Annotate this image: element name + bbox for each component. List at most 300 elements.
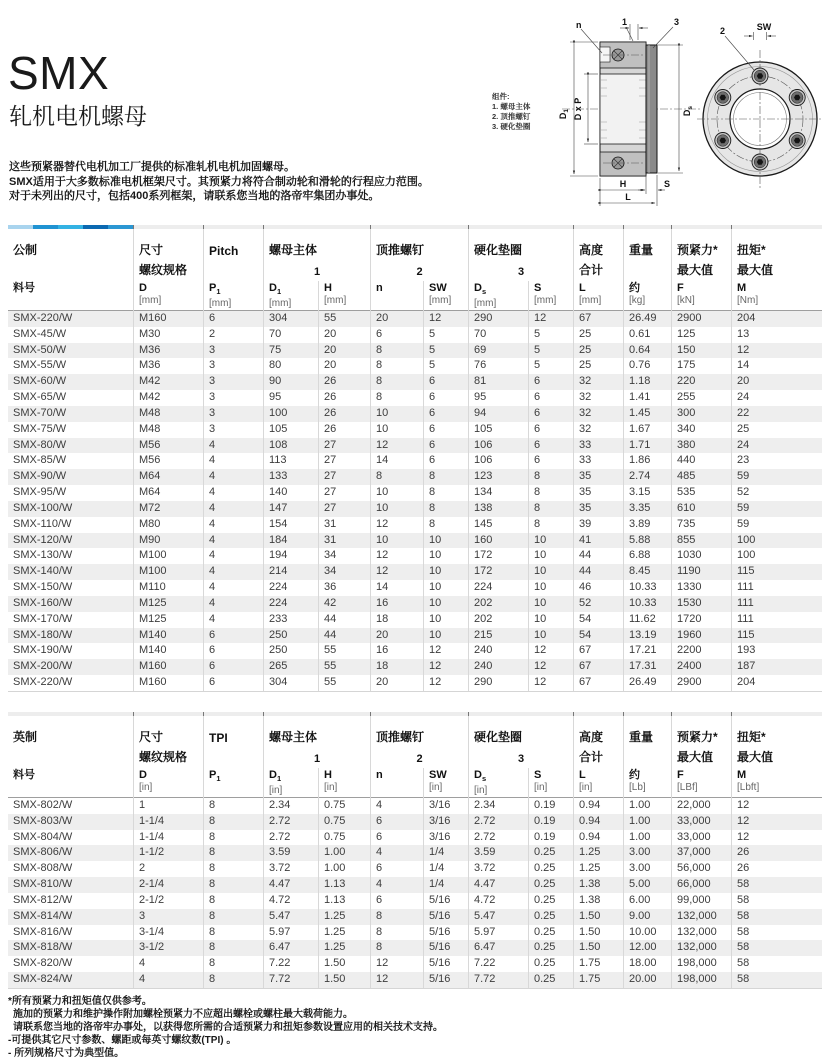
header-sub-cell: 最大值 xyxy=(731,261,822,281)
table-cell: 8 xyxy=(203,877,263,893)
table-cell: 25 xyxy=(573,358,623,374)
table-cell: 132,000 xyxy=(671,940,731,956)
table-cell: 172 xyxy=(468,548,528,564)
table-row xyxy=(8,469,822,485)
table-cell: 2200 xyxy=(671,643,731,659)
part-number-cell: SMX-140/W xyxy=(13,565,73,578)
table-cell: 7.72 xyxy=(263,972,318,988)
table-cell: 214 xyxy=(263,564,318,580)
table-cell: 3.00 xyxy=(623,845,671,861)
header-group-cell: 扭矩* xyxy=(731,716,822,748)
column-tick xyxy=(370,712,371,716)
table-cell: 10 xyxy=(423,564,468,580)
table-cell: 3.59 xyxy=(263,845,318,861)
table-cell: 2.74 xyxy=(623,469,671,485)
part-number-cell: SMX-814/W xyxy=(13,909,73,922)
table-cell: 1-1/2 xyxy=(133,845,203,861)
table-cell: 59 xyxy=(731,517,822,533)
page-title: SMX xyxy=(8,47,110,99)
table-header xyxy=(8,716,822,798)
table-cell: 14 xyxy=(731,358,822,374)
table-cell: 56,000 xyxy=(671,861,731,877)
header-symbol-cell xyxy=(468,768,528,799)
part-number-cell: SMX-190/W xyxy=(13,644,73,657)
header-sub-cell: 2 xyxy=(370,748,468,768)
table-cell: 5.00 xyxy=(623,877,671,893)
table-cell: 12 xyxy=(370,517,423,533)
table-cell: 250 xyxy=(263,643,318,659)
table-row xyxy=(8,548,822,564)
table-body xyxy=(8,311,822,692)
column-tick xyxy=(133,712,134,716)
header-symbol-cell xyxy=(203,768,263,799)
column-symbol: F xyxy=(677,769,684,781)
column-symbol: M xyxy=(737,282,747,294)
header-symbol-cell xyxy=(133,281,203,312)
table-cell: 55 xyxy=(318,675,370,691)
part-number-cell: SMX-802/W xyxy=(13,799,73,811)
part-number-cell: SMX-120/W xyxy=(13,533,73,546)
table-cell: 32 xyxy=(573,374,623,390)
metric-table xyxy=(8,225,822,692)
table-cell: 3.15 xyxy=(623,485,671,501)
table-cell: 198,000 xyxy=(671,972,731,988)
header-symbol-cell xyxy=(203,281,263,312)
table-row xyxy=(8,675,822,691)
column-unit: [mm] xyxy=(324,295,347,306)
table-cell: 224 xyxy=(263,580,318,596)
table-cell: 8 xyxy=(203,972,263,988)
table-cell: 1.86 xyxy=(623,453,671,469)
table-cell: 2400 xyxy=(671,659,731,675)
table-cell: 3 xyxy=(203,390,263,406)
header-sub-cell: 最大值 xyxy=(731,748,822,768)
table-cell: 10 xyxy=(423,548,468,564)
column-tick xyxy=(468,225,469,229)
table-cell: 6 xyxy=(370,327,423,343)
table-cell: 0.94 xyxy=(573,798,623,814)
table-cell: 6 xyxy=(203,643,263,659)
label-n: n xyxy=(576,20,582,30)
label-washer: 3 xyxy=(674,17,680,27)
column-symbol: 约 xyxy=(629,769,640,781)
column-unit: [kN] xyxy=(677,295,695,306)
table-cell: M160 xyxy=(133,675,203,691)
table-cell: 1.00 xyxy=(318,861,370,877)
table-cell: 1.50 xyxy=(318,972,370,988)
table-cell: 6 xyxy=(423,453,468,469)
table-cell: 12 xyxy=(370,956,423,972)
table-row xyxy=(8,343,822,359)
table-cell: 2.34 xyxy=(468,798,528,814)
table-cell: M140 xyxy=(133,643,203,659)
table-cell: M160 xyxy=(133,311,203,327)
table-cell: 0.19 xyxy=(528,830,573,846)
table-cell: 4 xyxy=(133,956,203,972)
table-cell: 54 xyxy=(573,612,623,628)
column-unit: [in] xyxy=(324,782,338,793)
column-unit: [in] xyxy=(474,785,488,797)
table-body xyxy=(8,798,822,989)
table-cell: 160 xyxy=(468,533,528,549)
table-cell: 10 xyxy=(528,564,573,580)
table-cell: 66,000 xyxy=(671,877,731,893)
header-symbol-cell xyxy=(133,768,203,799)
column-unit: [Nm] xyxy=(737,295,759,306)
table-cell: 134 xyxy=(468,485,528,501)
table-cell: 172 xyxy=(468,564,528,580)
table-cell: 290 xyxy=(468,311,528,327)
table-cell: 10 xyxy=(528,533,573,549)
table-row xyxy=(8,830,822,846)
table-cell: 154 xyxy=(263,517,318,533)
part-number-cell: SMX-110/W xyxy=(13,517,72,530)
table-cell: 1.00 xyxy=(318,845,370,861)
table-cell: 55 xyxy=(318,311,370,327)
part-number-cell: SMX-65/W xyxy=(13,391,67,404)
column-symbol: n xyxy=(376,769,383,781)
table-cell: 1.25 xyxy=(318,909,370,925)
table-row xyxy=(8,814,822,830)
table-cell: 6 xyxy=(203,675,263,691)
table-cell: 204 xyxy=(731,675,822,691)
table-cell: 3 xyxy=(203,343,263,359)
table-cell: 1.18 xyxy=(623,374,671,390)
table-cell: 3 xyxy=(203,374,263,390)
table-cell: 220 xyxy=(671,374,731,390)
part-number-cell: SMX-90/W xyxy=(13,470,67,483)
column-symbol: $D_1$ xyxy=(269,769,282,784)
table-cell: 32 xyxy=(573,406,623,422)
table-cell: 67 xyxy=(573,675,623,691)
table-cell: M48 xyxy=(133,422,203,438)
table-cell: 13.19 xyxy=(623,628,671,644)
header-symbol-cell xyxy=(370,768,423,799)
table-cell: 224 xyxy=(468,580,528,596)
table-cell: 10 xyxy=(528,548,573,564)
part-number-cell: SMX-150/W xyxy=(13,581,73,594)
table-cell: 140 xyxy=(263,485,318,501)
table-cell: 3/16 xyxy=(423,814,468,830)
column-symbol: L xyxy=(579,282,586,294)
part-number-cell: SMX-60/W xyxy=(13,375,67,388)
table-cell: 113 xyxy=(263,453,318,469)
table-cell: 4 xyxy=(203,453,263,469)
table-row xyxy=(8,533,822,549)
table-cell: 8 xyxy=(203,798,263,814)
table-cell: 8 xyxy=(203,956,263,972)
table-cell: 24 xyxy=(731,390,822,406)
header-symbol-cell xyxy=(263,281,318,312)
jack-screw xyxy=(752,68,768,84)
table-cell: 20 xyxy=(318,358,370,374)
table-cell: 3.00 xyxy=(623,861,671,877)
header-sub-cell: 合计 xyxy=(573,261,623,281)
header-group-cell: 尺寸 xyxy=(133,716,203,748)
table-cell: 1.50 xyxy=(573,909,623,925)
table-cell: 380 xyxy=(671,438,731,454)
table-cell: 12 xyxy=(528,675,573,691)
table-cell: 26 xyxy=(318,374,370,390)
column-unit: [in] xyxy=(429,782,443,793)
part-number-cell: SMX-85/W xyxy=(13,454,67,467)
table-row xyxy=(8,909,822,925)
table-cell: 32 xyxy=(573,422,623,438)
table-cell: 138 xyxy=(468,501,528,517)
column-unit: [in] xyxy=(269,785,283,797)
legend-item: 2. 顶推螺钉 xyxy=(492,112,531,121)
table-cell: 27 xyxy=(318,501,370,517)
header-symbol-cell xyxy=(370,281,423,312)
column-symbol: SW xyxy=(429,769,447,781)
column-symbol: 料号 xyxy=(13,282,35,294)
header-symbol-cell xyxy=(528,768,573,799)
table-cell: 0.94 xyxy=(573,814,623,830)
jack-screw xyxy=(715,133,731,149)
table-row xyxy=(8,643,822,659)
table-cell: 187 xyxy=(731,659,822,675)
table-cell: 4 xyxy=(203,517,263,533)
table-cell: 340 xyxy=(671,422,731,438)
table-cell: 10.00 xyxy=(623,925,671,941)
header-row-sub xyxy=(8,261,822,281)
header-sub-cell: 3 xyxy=(468,261,573,281)
washer xyxy=(646,45,657,173)
table-cell: 3-1/2 xyxy=(133,940,203,956)
column-symbol: S xyxy=(534,769,542,781)
table-row xyxy=(8,374,822,390)
table-cell: 6 xyxy=(203,628,263,644)
table-cell: 175 xyxy=(671,358,731,374)
table-cell: 1.67 xyxy=(623,422,671,438)
column-symbol: D xyxy=(139,769,147,781)
table-cell: 105 xyxy=(468,422,528,438)
table-cell: 58 xyxy=(731,925,822,941)
header-symbol-cell xyxy=(423,281,468,312)
footnote-line: *所有预紧力和扭矩值仅供参考。 xyxy=(8,996,152,1007)
table-cell: 1.38 xyxy=(573,893,623,909)
table-cell: 27 xyxy=(318,485,370,501)
table-cell: 8 xyxy=(423,517,468,533)
table-cell: 12.00 xyxy=(623,940,671,956)
table-cell: 58 xyxy=(731,940,822,956)
table-cell: 290 xyxy=(468,675,528,691)
header-symbol-cell xyxy=(263,768,318,799)
header-group-cell: 重量 xyxy=(623,716,671,748)
jack-screw xyxy=(789,90,805,106)
table-cell: 76 xyxy=(468,358,528,374)
part-number-cell: SMX-100/W xyxy=(13,501,73,514)
table-cell: 8 xyxy=(370,390,423,406)
column-symbol: $P_1$ xyxy=(209,769,221,784)
table-cell: 4.47 xyxy=(263,877,318,893)
table-cell: 100 xyxy=(731,548,822,564)
table-cell: 1720 xyxy=(671,612,731,628)
table-cell: 54 xyxy=(573,628,623,644)
table-cell: 3.35 xyxy=(623,501,671,517)
table-cell: 2.34 xyxy=(263,798,318,814)
column-unit: [in] xyxy=(579,782,593,793)
table-cell: 106 xyxy=(468,438,528,454)
table-cell: 42 xyxy=(318,596,370,612)
table-cell: 20 xyxy=(318,343,370,359)
table-cell: 304 xyxy=(263,311,318,327)
part-number-cell: SMX-95/W xyxy=(13,486,67,499)
table-cell: 115 xyxy=(731,564,822,580)
table-cell: 1.75 xyxy=(573,956,623,972)
header-group-cell: 硬化垫圈 xyxy=(468,229,573,261)
header-sub-cell: 1 xyxy=(263,261,370,281)
table-cell: M64 xyxy=(133,469,203,485)
part-number-cell: SMX-50/W xyxy=(13,343,67,356)
table-cell: 8 xyxy=(370,909,423,925)
part-number-cell: SMX-70/W xyxy=(13,406,67,419)
column-unit: [mm] xyxy=(209,298,232,310)
table-row xyxy=(8,798,822,814)
table-cell: 3 xyxy=(203,358,263,374)
header-sub-cell xyxy=(203,261,263,281)
table-cell: 12 xyxy=(370,438,423,454)
table-cell: 8 xyxy=(370,940,423,956)
jack-screw xyxy=(715,90,731,106)
table-cell: 4 xyxy=(370,798,423,814)
header-sub-cell: 最大值 xyxy=(671,261,731,281)
column-unit: [mm] xyxy=(579,295,602,306)
table-cell: 8 xyxy=(203,845,263,861)
table-cell: 24 xyxy=(731,438,822,454)
table-cell: 8 xyxy=(370,925,423,941)
table-cell: M160 xyxy=(133,659,203,675)
table-cell: 1.13 xyxy=(318,877,370,893)
table-cell: 70 xyxy=(468,327,528,343)
table-row xyxy=(8,612,822,628)
header-sub-cell: 最大值 xyxy=(671,748,731,768)
table-cell: 26 xyxy=(318,406,370,422)
table-cell: 16 xyxy=(370,643,423,659)
dim-h-label: H xyxy=(619,179,627,189)
table-cell: 10 xyxy=(370,406,423,422)
header-group-cell: 硬化垫圈 xyxy=(468,716,573,748)
header-group-cell: 顶推螺钉 xyxy=(370,716,468,748)
table-cell: 67 xyxy=(573,659,623,675)
table-cell: 20 xyxy=(318,327,370,343)
table-cell: 4.47 xyxy=(468,877,528,893)
part-number-cell: SMX-75/W xyxy=(13,422,67,435)
accent-segment xyxy=(108,225,133,229)
column-tick xyxy=(370,225,371,229)
table-cell: 2.72 xyxy=(468,830,528,846)
table-cell: 3 xyxy=(203,406,263,422)
table-cell: 12 xyxy=(731,814,822,830)
column-unit: [mm] xyxy=(534,295,557,306)
table-cell: 8 xyxy=(423,485,468,501)
table-cell: 27 xyxy=(318,469,370,485)
table-cell: 34 xyxy=(318,548,370,564)
header-sub-cell: 1 xyxy=(263,748,370,768)
table-cell: M42 xyxy=(133,390,203,406)
header-sub-cell xyxy=(203,748,263,768)
table-cell: 52 xyxy=(573,596,623,612)
part-number-cell: SMX-200/W xyxy=(13,660,73,673)
pitch-label: Pitch xyxy=(203,229,263,261)
table-cell: 204 xyxy=(731,311,822,327)
part-number-cell: SMX-803/W xyxy=(13,814,73,827)
table-cell: 240 xyxy=(468,643,528,659)
table-cell: 2900 xyxy=(671,675,731,691)
table-cell: 6 xyxy=(423,438,468,454)
table-cell: M72 xyxy=(133,501,203,517)
page-subtitle: 轧机电机螺母 xyxy=(9,103,147,129)
table-row xyxy=(8,406,822,422)
header-symbol-cell xyxy=(528,281,573,312)
table-cell: 735 xyxy=(671,517,731,533)
table-cell: 133 xyxy=(263,469,318,485)
table-cell: 3.59 xyxy=(468,845,528,861)
header-row-symbols xyxy=(8,768,822,797)
part-number-cell: SMX-810/W xyxy=(13,878,73,891)
column-symbol: M xyxy=(737,769,747,781)
part-number-cell: SMX-130/W xyxy=(13,549,73,562)
table-cell: M42 xyxy=(133,374,203,390)
table-cell: 2-1/4 xyxy=(133,877,203,893)
table-cell: M125 xyxy=(133,596,203,612)
table-cell: 4 xyxy=(370,845,423,861)
table-cell: 25 xyxy=(573,327,623,343)
table-row xyxy=(8,580,822,596)
table-row xyxy=(8,628,822,644)
column-tick xyxy=(671,712,672,716)
table-cell: 12 xyxy=(528,659,573,675)
table-cell: 67 xyxy=(573,311,623,327)
system-label: 公制 xyxy=(13,243,38,257)
table-cell: 215 xyxy=(468,628,528,644)
part-number-cell: SMX-160/W xyxy=(13,596,73,609)
table-cell: M30 xyxy=(133,327,203,343)
table-cell: 1.41 xyxy=(623,390,671,406)
table-cell: 59 xyxy=(731,469,822,485)
table-cell: 0.25 xyxy=(528,909,573,925)
table-cell: 5/16 xyxy=(423,940,468,956)
table-cell: 1.50 xyxy=(318,956,370,972)
table-cell: 0.75 xyxy=(318,814,370,830)
table-row xyxy=(8,453,822,469)
table-cell: 132,000 xyxy=(671,925,731,941)
dim-d1-label: $D_1$ xyxy=(558,108,570,120)
pitch-label: TPI xyxy=(203,716,263,748)
table-cell: 18 xyxy=(370,659,423,675)
table-cell: 8 xyxy=(423,501,468,517)
table-cell: 2.72 xyxy=(468,814,528,830)
column-tick xyxy=(731,225,732,229)
header-group-cell: 尺寸 xyxy=(133,229,203,261)
table-cell: 0.76 xyxy=(623,358,671,374)
thread-spec-label: 螺纹规格 xyxy=(133,748,203,768)
table-cell: 70 xyxy=(263,327,318,343)
table-cell: 33,000 xyxy=(671,814,731,830)
table-cell: 184 xyxy=(263,533,318,549)
table-cell: M56 xyxy=(133,453,203,469)
footnote-line: - 所列规格尺寸为典型值。 xyxy=(8,1048,125,1059)
column-unit: [LBf] xyxy=(677,782,698,793)
table-cell: 33 xyxy=(573,453,623,469)
table-row xyxy=(8,596,822,612)
column-tick xyxy=(203,225,204,229)
table-cell: 5 xyxy=(528,327,573,343)
jack-screw xyxy=(789,133,805,149)
table-cell: 10 xyxy=(423,596,468,612)
column-tick xyxy=(263,225,264,229)
table-cell: 485 xyxy=(671,469,731,485)
